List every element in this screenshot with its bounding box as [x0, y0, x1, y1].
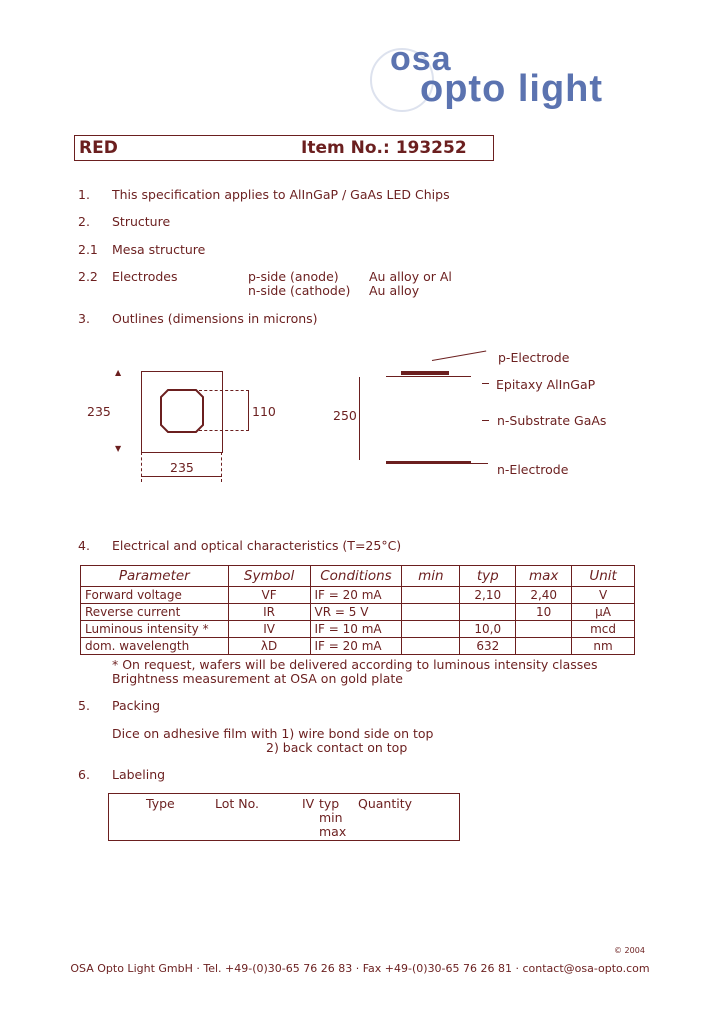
arrow-up-icon: ▲	[115, 368, 122, 377]
section-3-text: Outlines (dimensions in microns)	[112, 311, 318, 326]
n-electrode-shape	[386, 461, 471, 464]
height-dim-line	[359, 377, 360, 460]
section-2-2-number: 2.2	[78, 269, 98, 284]
cell: 2,10	[460, 587, 516, 604]
cell: mcd	[572, 621, 635, 638]
header-min: min	[402, 566, 460, 587]
cell	[402, 638, 460, 655]
section-4-number: 4.	[78, 538, 90, 553]
cell: 2,40	[516, 587, 572, 604]
label-lot: Lot No.	[215, 796, 260, 811]
epitaxy-label: Epitaxy AlInGaP	[496, 377, 596, 392]
chip-top-edge	[386, 376, 471, 377]
cell: V	[572, 587, 635, 604]
table-row	[81, 587, 635, 604]
section-5-text: Packing	[112, 698, 161, 713]
section-2-text: Structure	[112, 214, 171, 229]
p-electrode-shape	[401, 371, 449, 375]
pad-dim-line	[248, 391, 249, 431]
n-side-label: n-side (cathode)	[248, 283, 351, 298]
cell: 10,0	[460, 621, 516, 638]
n-electrode-label: n-Electrode	[497, 462, 569, 477]
table-row	[81, 604, 635, 621]
table-note-1: * On request, wafers will be delivered according to luminous intensity classes	[112, 657, 598, 672]
section-3-number: 3.	[78, 311, 90, 326]
section-1-text: This specification applies to AlInGaP / GaAs LED Chips	[112, 187, 450, 202]
n-side-material: Au alloy	[369, 283, 420, 298]
cell: VF	[228, 587, 310, 604]
header-typ: typ	[460, 566, 516, 587]
substrate-leader	[482, 420, 489, 421]
table-row	[81, 638, 635, 655]
epitaxy-leader	[482, 383, 489, 384]
label-typ: typ	[319, 796, 340, 811]
cell: IF = 10 mA	[310, 621, 402, 638]
footer-contact: OSA Opto Light GmbH · Tel. +49-(0)30-65 76 26 83 · Fax +49-(0)30-65 76 26 81 · contact@osa-opto.com	[70, 962, 650, 975]
cell: 632	[460, 638, 516, 655]
section-1-number: 1.	[78, 187, 90, 202]
logo-osa: osa	[390, 40, 452, 78]
cell: dom. wavelength	[81, 638, 229, 655]
header-symbol: Symbol	[228, 566, 310, 587]
logo-opto-light: opto light	[420, 68, 604, 110]
table-note-2: Brightness measurement at OSA on gold plate	[112, 671, 403, 686]
cell: IF = 20 mA	[310, 587, 402, 604]
label-iv: IV	[302, 796, 315, 811]
section-2-2-text: Electrodes	[112, 269, 178, 284]
characteristics-table	[80, 565, 635, 655]
header-parameter: Parameter	[81, 566, 229, 587]
label-max: max	[319, 824, 347, 839]
cell	[402, 621, 460, 638]
label-min: min	[319, 810, 343, 825]
section-6-text: Labeling	[112, 767, 166, 782]
item-number: Item No.: 193252	[301, 138, 467, 158]
table-row	[81, 621, 635, 638]
copyright: © 2004	[614, 946, 645, 955]
p-side-material: Au alloy or Al	[369, 269, 452, 284]
width-dim-extension-left	[141, 452, 142, 482]
cell: 10	[516, 604, 572, 621]
chip-width-dim: 235	[170, 460, 194, 475]
substrate-label: n-Substrate GaAs	[497, 413, 607, 428]
header-max: max	[516, 566, 572, 587]
cell: Reverse current	[81, 604, 229, 621]
chip-thickness-dim: 250	[333, 408, 357, 423]
mesa-pad	[160, 389, 204, 433]
n-electrode-leader	[471, 463, 488, 464]
section-2-number: 2.	[78, 214, 90, 229]
label-quantity: Quantity	[358, 796, 413, 811]
header-conditions: Conditions	[310, 566, 402, 587]
arrow-down-icon: ▼	[115, 444, 122, 453]
packing-line-2: 2) back contact on top	[266, 740, 408, 755]
pad-dim-extension	[199, 430, 249, 431]
pad-dim-extension-top	[199, 390, 249, 391]
cell: Luminous intensity *	[81, 621, 229, 638]
cell	[516, 638, 572, 655]
pad-size-dim: 110	[252, 404, 276, 419]
color-title: RED	[79, 138, 118, 158]
cell	[460, 604, 516, 621]
label-type: Type	[146, 796, 175, 811]
cell: nm	[572, 638, 635, 655]
section-5-number: 5.	[78, 698, 90, 713]
p-side-label: p-side (anode)	[248, 269, 339, 284]
width-dim-line	[141, 476, 222, 477]
cell: IV	[228, 621, 310, 638]
packing-line-1: Dice on adhesive film with 1) wire bond side on top	[112, 726, 434, 741]
cell: Forward voltage	[81, 587, 229, 604]
label-box	[108, 793, 460, 841]
section-6-number: 6.	[78, 767, 90, 782]
section-4-text: Electrical and optical characteristics (T=25°C)	[112, 538, 402, 553]
section-2-1-number: 2.1	[78, 242, 98, 257]
cell: IR	[228, 604, 310, 621]
header-unit: Unit	[572, 566, 635, 587]
cell: µA	[572, 604, 635, 621]
title-box	[74, 135, 494, 161]
cell	[402, 604, 460, 621]
chip-height-dim: 235	[87, 404, 111, 419]
cell: λD	[228, 638, 310, 655]
section-2-1-text: Mesa structure	[112, 242, 206, 257]
table-header-row	[81, 566, 635, 587]
width-dim-extension-right	[221, 452, 222, 482]
cell	[516, 621, 572, 638]
cell: VR = 5 V	[310, 604, 402, 621]
cell: IF = 20 mA	[310, 638, 402, 655]
p-electrode-label: p-Electrode	[498, 350, 570, 365]
p-electrode-leader	[432, 350, 486, 361]
cell	[402, 587, 460, 604]
